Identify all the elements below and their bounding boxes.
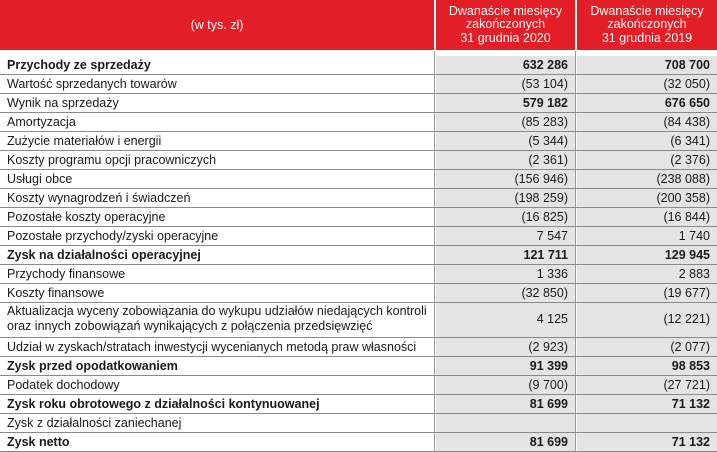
row-label-line: Koszty finansowe [7, 286, 105, 300]
row-label-line: Usługi obce [7, 172, 73, 186]
value-2020: 121 711 [523, 248, 568, 262]
row-label-line: Zysk netto [7, 435, 70, 449]
table-row [0, 265, 717, 284]
table-row [0, 284, 717, 303]
row-label [7, 414, 433, 432]
table-row [0, 414, 717, 433]
value-2019: (16 844) [663, 210, 710, 224]
value-2019: 98 853 [671, 359, 710, 373]
table-row [0, 303, 717, 338]
row-label-line: Pozostałe koszty operacyjne [7, 210, 166, 224]
value-2020: 81 699 [529, 397, 568, 411]
value-2020: (198 259) [514, 191, 568, 205]
row-label [7, 75, 433, 93]
row-label [7, 357, 433, 375]
row-label [7, 246, 433, 264]
table-row [0, 56, 717, 75]
value-2020: 81 699 [529, 435, 568, 449]
value-2019 [577, 414, 710, 432]
row-label-line: Pozostałe przychody/zyski operacyjne [7, 229, 219, 243]
row-label-line: Zysk na działalności operacyjnej [7, 248, 201, 262]
value-2020: 4 125 [536, 312, 568, 326]
row-label [7, 56, 433, 74]
value-2020: (53 104) [521, 77, 568, 91]
row-label [7, 304, 433, 338]
value-2020: (32 850) [521, 286, 568, 300]
row-label-line: Wartość sprzedanych towarów [7, 77, 177, 91]
row-label-line: Zysk przed opodatkowaniem [7, 359, 178, 373]
units-label: (w tys. zł) [0, 0, 434, 50]
value-2019: (2 077) [670, 340, 710, 354]
row-label-line: Udział w zyskach/stratach inwestycji wycenianych metodą praw własności [7, 340, 417, 354]
value-2019: (27 721) [663, 378, 710, 392]
row-label-line: Przychody ze sprzedaży [7, 58, 151, 72]
column-header-2019 [577, 0, 717, 50]
row-label-line: Przychody finansowe [7, 267, 126, 281]
row-label-line: Amortyzacja [7, 115, 76, 129]
table-row [0, 338, 717, 357]
value-2019: (84 438) [663, 115, 710, 129]
value-2020 [436, 414, 568, 432]
row-label-line: Zysk z działalności zaniechanej [7, 416, 182, 430]
value-2019: (238 088) [656, 172, 710, 186]
row-label [7, 433, 433, 451]
table-row [0, 433, 717, 452]
value-2019: (32 050) [663, 77, 710, 91]
table-row [0, 246, 717, 265]
value-2019: 71 132 [671, 397, 710, 411]
value-2020: 632 286 [522, 58, 568, 72]
row-label [7, 376, 433, 394]
value-2020: 579 182 [522, 96, 568, 110]
table-row [0, 376, 717, 395]
row-label [7, 113, 433, 131]
row-label-line: Koszty wynagrodzeń i świadczeń [7, 191, 191, 205]
row-label [7, 265, 433, 283]
value-2019: 71 132 [671, 435, 710, 449]
value-2019: (12 221) [663, 312, 710, 326]
value-2020: (85 283) [521, 115, 568, 129]
table-row [0, 151, 717, 170]
row-label-line: Zużycie materiałów i energii [7, 134, 162, 148]
row-label [7, 94, 433, 112]
row-label [7, 189, 433, 207]
table-row [0, 227, 717, 246]
row-label [7, 151, 433, 169]
table-row [0, 208, 717, 227]
value-2020: 1 336 [536, 267, 568, 281]
table-header [0, 0, 717, 51]
column-header-line: Dwanaście miesięcy [590, 3, 704, 18]
value-2019: (200 358) [656, 191, 710, 205]
value-2020: (2 923) [528, 340, 568, 354]
row-label-line: Koszty programu opcji pracowniczych [7, 153, 217, 167]
value-2019: 129 945 [664, 248, 710, 262]
row-label [7, 170, 433, 188]
column-header-2020 [436, 0, 575, 50]
value-2019: 2 883 [678, 267, 710, 281]
column-header-line: 31 grudnia 2020 [460, 30, 551, 45]
row-label-line: Aktualizacja wyceny zobowiązania do wykupu udziałów niedających kontroli [7, 304, 427, 318]
table-row [0, 75, 717, 94]
row-label [7, 338, 433, 356]
table-row [0, 132, 717, 151]
column-header-line: Dwanaście miesięcy [448, 3, 563, 18]
table-row [0, 94, 717, 113]
income-statement-table [0, 56, 717, 452]
row-label [7, 284, 433, 302]
column-header-line: zakończonych [607, 17, 687, 32]
row-label-line: Podatek dochodowy [7, 378, 120, 392]
row-label [7, 132, 433, 150]
table-row [0, 113, 717, 132]
value-2019: 708 700 [664, 58, 710, 72]
value-2020: (2 361) [528, 153, 568, 167]
column-header-line: 31 grudnia 2019 [601, 30, 693, 45]
value-2020: 7 547 [536, 229, 568, 243]
value-2020: (16 825) [521, 210, 568, 224]
column-header-line: zakończonych [465, 17, 546, 32]
value-2019: 676 650 [664, 96, 710, 110]
table-row [0, 170, 717, 189]
row-label-line: oraz innych zobowiązań wynikających z połączenia przedsięwzięć [7, 319, 373, 333]
row-label [7, 227, 433, 245]
table-row [0, 357, 717, 376]
value-2019: (2 376) [670, 153, 710, 167]
row-label-line: Zysk roku obrotowego z działalności kontynuowanej [7, 397, 320, 411]
table-row [0, 189, 717, 208]
value-2019: (6 341) [670, 134, 710, 148]
value-2020: (9 700) [528, 378, 568, 392]
row-label [7, 395, 433, 413]
value-2020: (5 344) [528, 134, 568, 148]
table-row [0, 395, 717, 414]
value-2020: (156 946) [514, 172, 568, 186]
value-2019: (19 677) [663, 286, 710, 300]
value-2020: 91 399 [529, 359, 568, 373]
value-2019: 1 740 [678, 229, 710, 243]
row-label [7, 208, 433, 226]
row-label-line: Wynik na sprzedaży [7, 96, 119, 110]
